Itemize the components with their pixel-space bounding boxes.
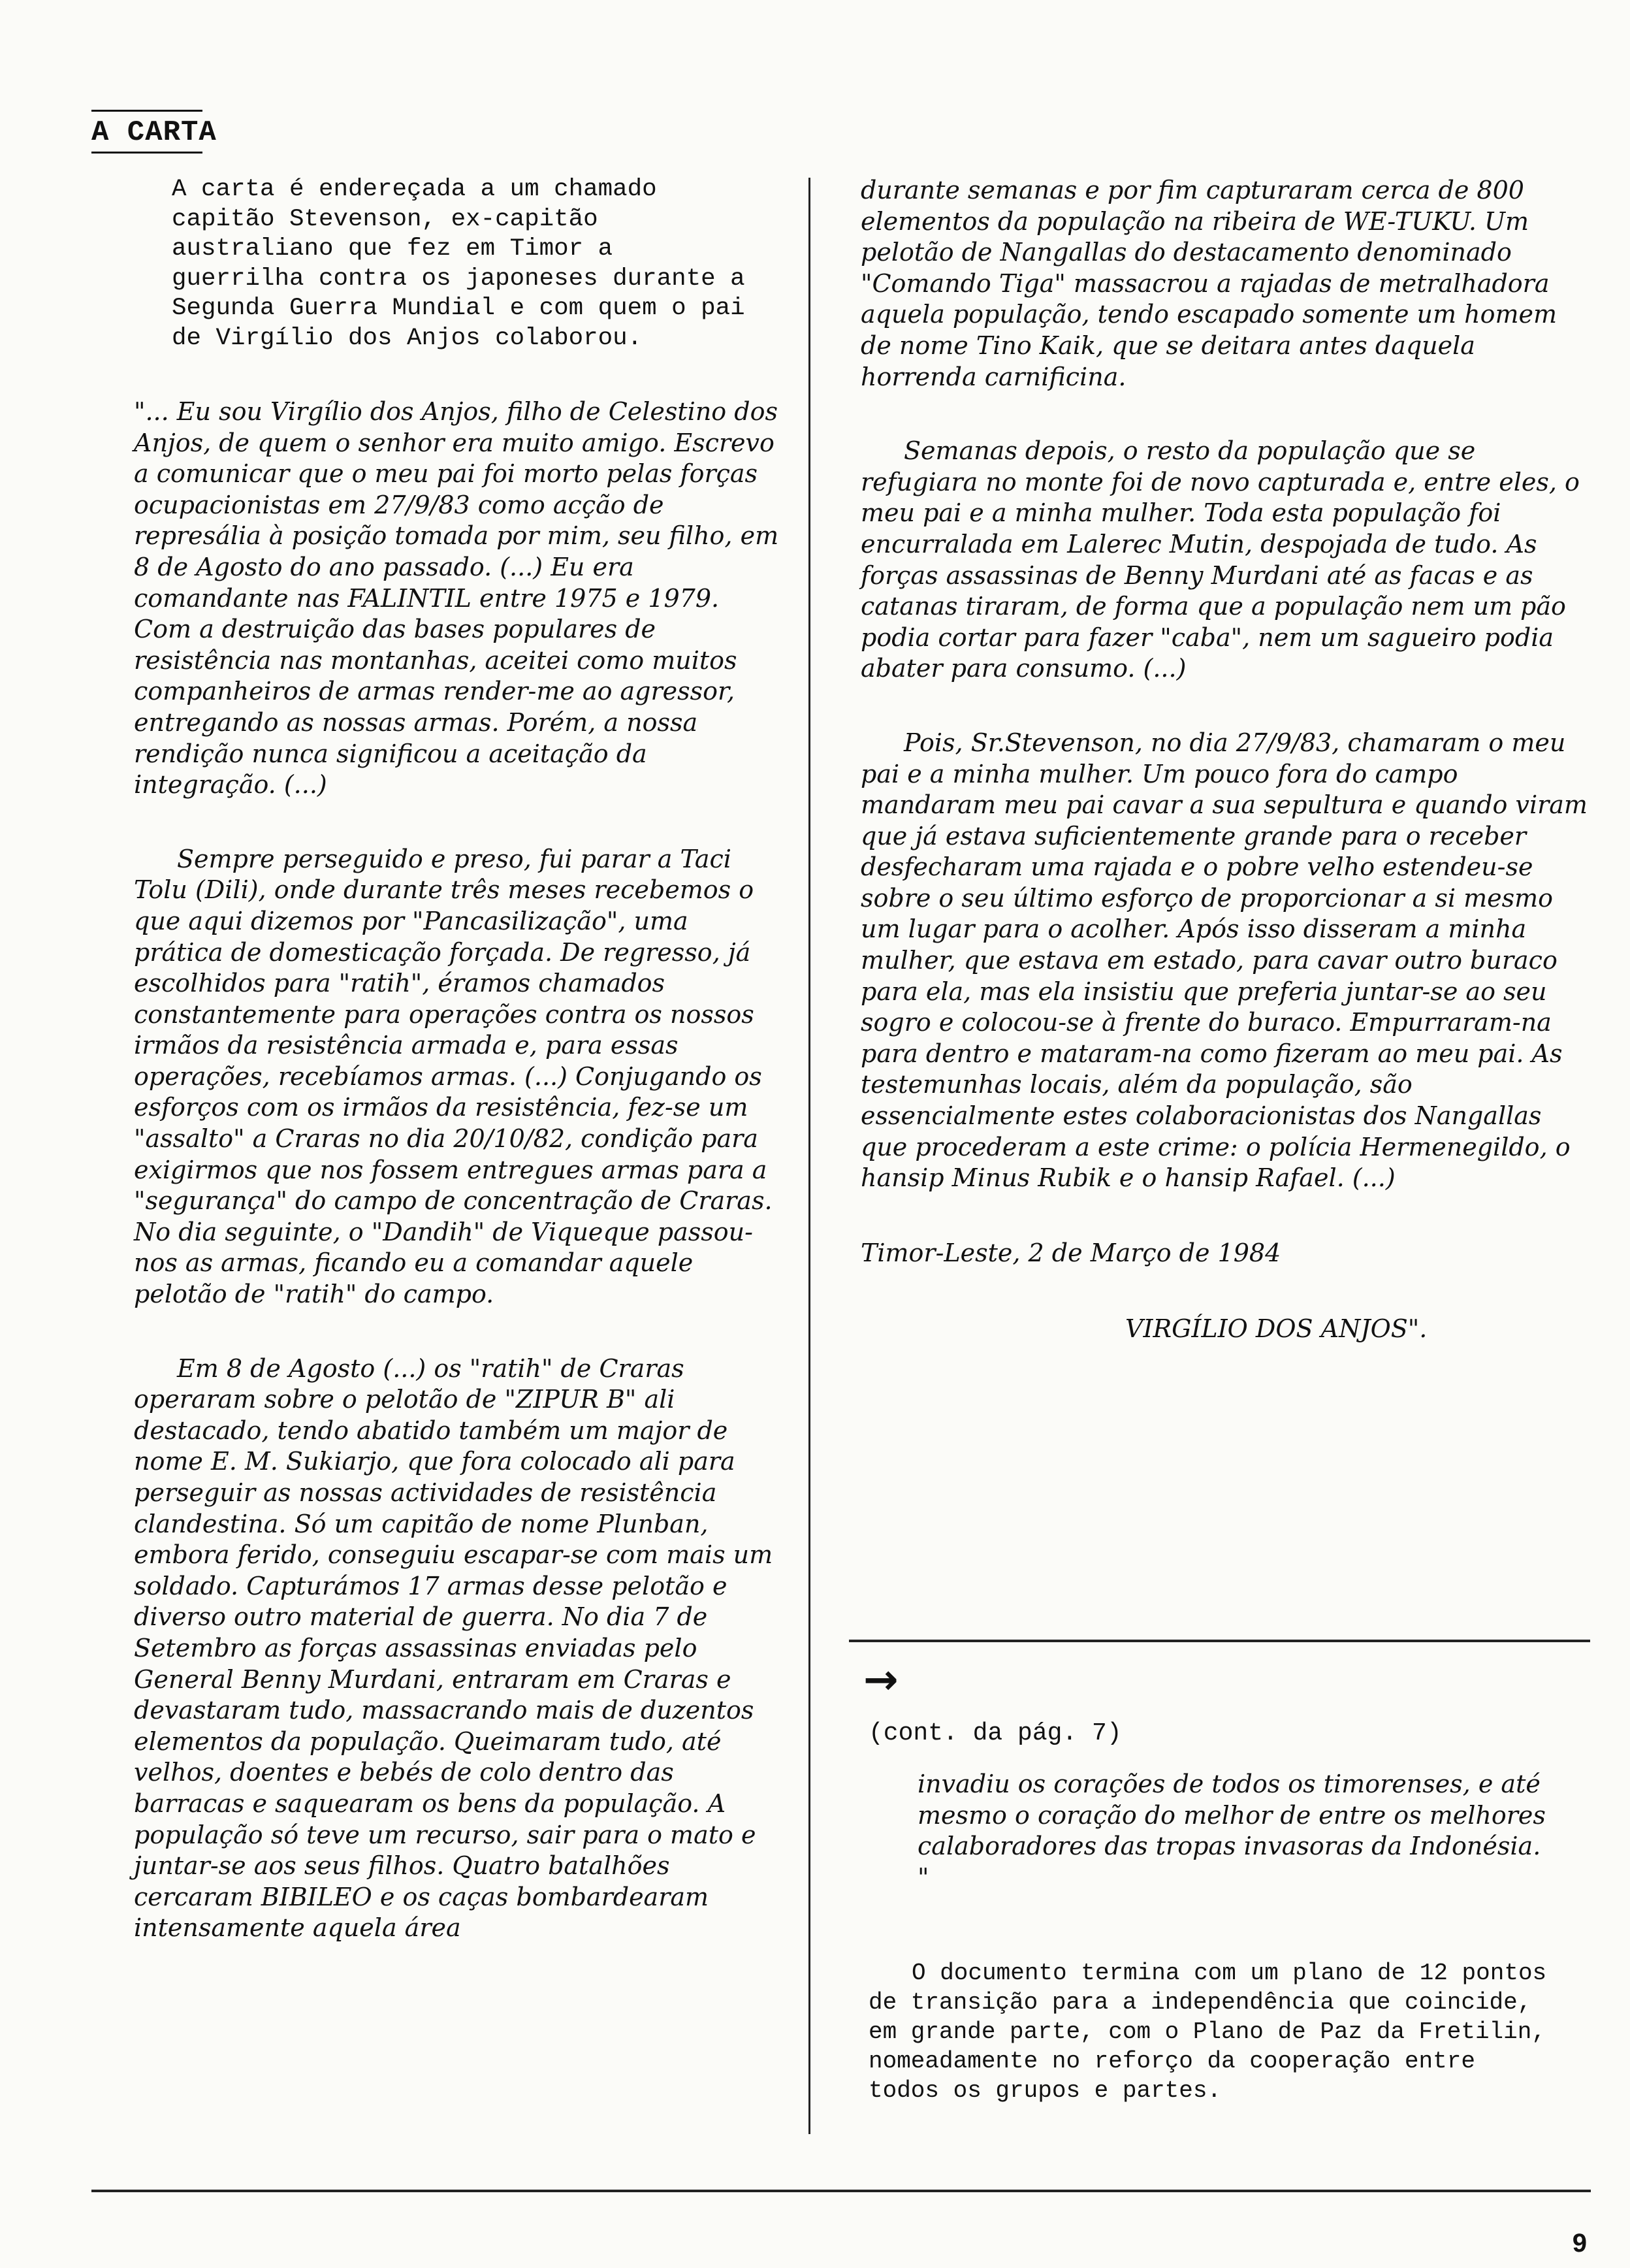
closing-text: O documento termina com um plano de 12 pontos de transição para a independência que coincide, em grande parte, com o Plano de Paz da Fretilin, nomeadamente no reforço da cooperação entre todos os grupos e partes. <box>869 1960 1547 2104</box>
section-title: A CARTA <box>91 116 217 149</box>
title-top-rule <box>91 110 202 112</box>
continuation-label: (cont. da pág. 7) <box>869 1719 1122 1747</box>
column-divider <box>808 178 810 2134</box>
title-underline <box>91 152 202 154</box>
arrow-right-icon: → <box>863 1656 899 1704</box>
signature: VIRGÍLIO DOS ANJOS". <box>1125 1314 1428 1343</box>
right-column <box>861 175 1590 1344</box>
letter-paragraph-1: "... Eu sou Virgílio dos Anjos, filho de Celestino dos Anjos, de quem o senhor era muito amigo. Escrevo a comunicar que o meu pai foi morto pelas forças ocupacionistas em 27/9/83 como acção de represália à posição tomada por mim, seu filho, em 8 de Agosto do ano passado. (...) Eu era comandante nas FALINTIL entre 1975 e 1979. Com a destruição das bases populares de resistência nas montanhas, aceitei como muitos companheiros de armas render-me ao agressor, entregando as nossas armas. Porém, a nossa rendição nunca significou a aceitação da integração. (...) <box>134 397 779 800</box>
closing-paragraph <box>869 1958 1548 2105</box>
letter-paragraph-3: Em 8 de Agosto (...) os "ratih" de Craras operaram sobre o pelotão de "ZIPUR B" ali destacado, tendo abatido também um major de nome E. M. Sukiarjo, que fora colocado ali para perseguir as nossas actividades de resistência clandestina. Só um capitão de nome Plunban, embora ferido, conseguiu escapar-se com mais um soldado. Capturámos 17 armas desse pelotão e diverso outro material de guerra. No dia 7 de Setembro as forças assassinas enviadas pelo General Benny Murdani, entraram em Craras e devastaram tudo, massacrando mais de duzentos elementos da população. Queimaram tudo, até velhos, doentes e bebés de colo dentro das barracas e saquearam os bens da população. A população só teve um recurso, sair para o mato e juntar-se aos seus filhos. Quatro batalhões cercaram BIBILEO e os caças bombardearam intensamente aquela área <box>134 1353 773 1943</box>
letter-paragraph-6: Pois, Sr.Stevenson, no dia 27/9/83, chamaram o meu pai e a minha mulher. Um pouco fora do campo mandaram meu pai cavar a sua sepultura e quando viram que já estava suficientemente grande para o receber desfecharam uma rajada e o pobre velho estendeu-se sobre o seu último esforço de proporcionar a si mesmo um lugar para o acolher. Após isso disseram a minha mulher, que estava em estado, para cavar outro buraco para ela, mas ela insistiu que preferia juntar-se ao seu sogro e colocou-se à frente do buraco. Empurraram-na para dentro e mataram-na como fizeram ao meu pai. As testemunhas locais, além da população, são essencialmente estes colaboracionistas dos Nangallas que procederam a este crime: o polícia Hermenegildo, o hansip Minus Rubik e o hansip Rafael. (...) <box>861 728 1588 1193</box>
letter-paragraph-5: Semanas depois, o resto da população que se refugiara no monte foi de novo capturada e, entre eles, o meu pai e a minha mulher. Toda esta população foi encurralada em Lalerec Mutin, despojada de tudo. As forças assassinas de Benny Murdani até as facas e as catanas tiraram, de forma que a população nem um pão podia cortar para fazer "caba", nem um sagueiro podia abater para consumo. (...) <box>861 436 1580 683</box>
continuation-quote: invadiu os corações de todos os timorenses, e até mesmo o coração do melhor de entre os melhores calaboradores das tropas invasoras da Indonésia. " <box>918 1770 1546 1892</box>
footer-rule <box>91 2190 1591 2192</box>
section-rule <box>849 1640 1590 1642</box>
letter-paragraph-2: Sempre perseguido e preso, fui parar a Taci Tolu (Dili), onde durante três meses recebemos o que aqui dizemos por "Pancasilização", uma prática de domesticação forçada. De regresso, já escolhidos para "ratih", éramos chamados constantemente para operações contra os nossos irmãos da resistência armada e, para essas operações, recebíamos armas. (...) Conjugando os esforços com os irmãos da resistência, fez-se um "assalto" a Craras no dia 20/10/82, condição para exigirmos que nos fossem entregues armas para a "segurança" do campo de concentração de Craras. No dia seguinte, o "Dandih" de Viqueque passou-nos as armas, ficando eu a comandar aquele pelotão de "ratih" do campo. <box>134 844 773 1309</box>
page-number: 9 <box>1572 2229 1587 2258</box>
place-date: Timor-Leste, 2 de Março de 1984 <box>861 1238 1281 1267</box>
left-column <box>134 175 780 1987</box>
intro-paragraph: A carta é endereçada a um chamado capitão Stevenson, ex-capitão australiano que fez em Timor a guerrilha contra os japoneses durante a Segunda Guerra Mundial e com quem o pai de Virgílio dos Anjos colaborou. <box>172 176 745 352</box>
letter-paragraph-4: durante semanas e por fim capturaram cerca de 800 elementos da população na ribeira de WE-TUKU. Um pelotão de Nangallas do destacamento denominado "Comando Tiga" massacrou a rajadas de metralhadora aquela população, tendo escapado somente um homem de nome Tino Kaik, que se deitara antes daquela horrenda carnificina. <box>861 176 1558 391</box>
